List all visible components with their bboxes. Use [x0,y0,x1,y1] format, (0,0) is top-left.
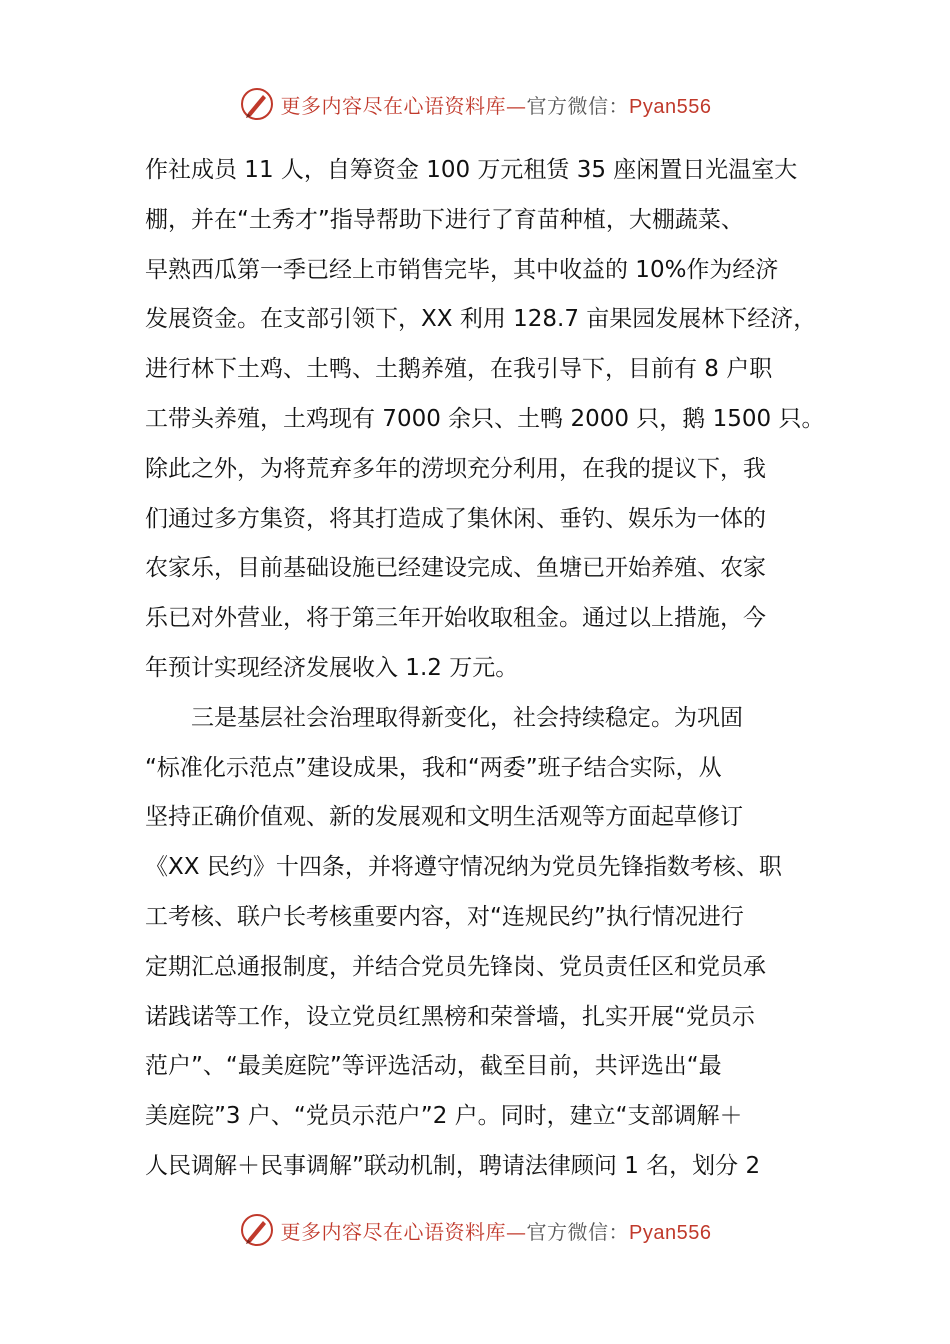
text-line: 乐已对外营业，将于第三年开始收取租金。通过以上措施，今 [145,605,766,632]
watermark-text [281,90,712,119]
pen-logo-icon [239,1212,275,1248]
text-line: 年预计实现经济发展收入 1.2 万元。 [145,654,519,681]
watermark-wechat-label: 官方微信： [526,93,630,118]
watermark-wechat-id: Pyan556 [629,95,712,118]
text-line: 工考核、联户长考核重要内容，对“连规民约”执行情况进行 [145,903,744,930]
watermark-wechat-label: 官方微信： [526,1219,630,1244]
watermark-site-text: 更多内容尽在心语资料库 [280,1219,507,1244]
watermark-banner-bottom [0,1210,950,1250]
paragraph-start-line: 三是基层社会治理取得新变化，社会持续稳定。为巩固 [191,704,743,731]
watermark-text [281,1216,712,1245]
text-line: 美庭院”3 户、“党员示范户”2 户。同时，建立“支部调解＋ [145,1103,743,1130]
text-line: 定期汇总通报制度，并结合党员先锋岗、党员责任区和党员承 [145,953,766,980]
watermark-wechat-id: Pyan556 [629,1221,712,1244]
text-line: 棚，并在“土秀才”指导帮助下进行了育苗种植，大棚蔬菜、 [145,206,744,233]
text-line: 早熟西瓜第一季已经上市销售完毕，其中收益的 10%作为经济 [145,256,779,283]
text-line: 《XX 民约》十四条，并将遵守情况纳为党员先锋指数考核、职 [145,854,782,881]
text-line: 们通过多方集资，将其打造成了集休闲、垂钓、娱乐为一体的 [145,505,766,532]
text-line: 发展资金。在支部引领下，XX 利用 128.7 亩果园发展林下经济， [145,306,817,333]
pen-logo-icon [239,86,275,122]
text-line: 坚持正确价值观、新的发展观和文明生活观等方面起草修订 [145,804,743,831]
text-line: 工带头养殖，土鸡现有 7000 余只、土鸭 2000 只，鹅 1500 只。 [145,405,825,432]
text-line: 农家乐，目前基础设施已经建设完成、鱼塘已开始养殖、农家 [145,555,766,582]
text-line: 人民调解＋民事调解”联动机制，聘请法律顾问 1 名，划分 2 [145,1152,761,1179]
text-line: 进行林下土鸡、土鸭、土鹅养殖，在我引导下，目前有 8 户职 [145,356,773,383]
watermark-site-text: 更多内容尽在心语资料库 [280,93,507,118]
text-line: 范户”、“最美庭院”等评选活动，截至目前，共评选出“最 [145,1053,722,1080]
watermark-banner-top [0,84,950,124]
text-line: “标准化示范点”建设成果，我和“两委”班子结合实际，从 [145,754,722,781]
text-line: 作社成员 11 人，自筹资金 100 万元租赁 35 座闲置日光温室大 [145,157,798,183]
watermark-dash: — [506,1219,527,1244]
document-body [145,146,825,1192]
text-line: 诺践诺等工作，设立党员红黑榜和荣誉墙，扎实开展“党员示 [145,1003,755,1030]
text-line: 除此之外，为将荒弃多年的涝坝充分利用，在我的提议下，我 [145,455,766,482]
watermark-dash: — [506,93,527,118]
